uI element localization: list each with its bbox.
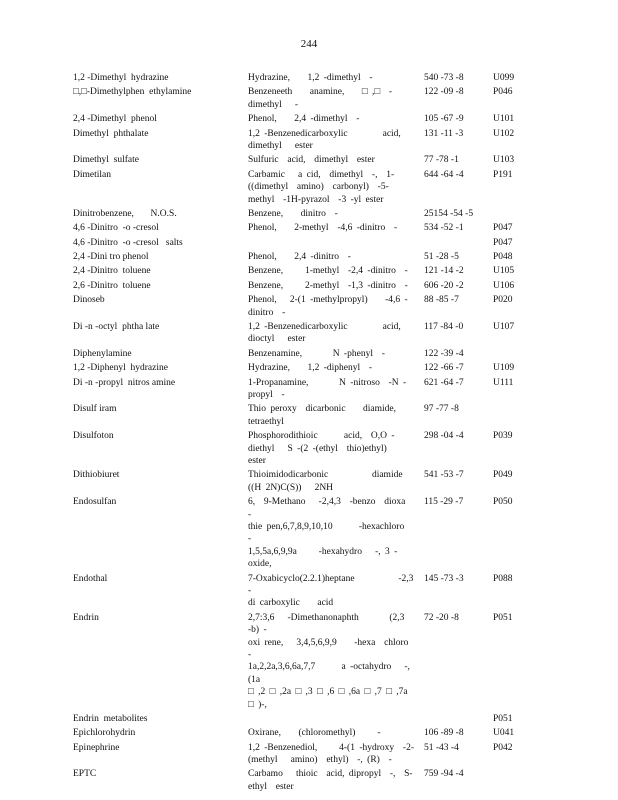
waste-code: P046 [493,87,513,98]
table-row [73,430,543,467]
chemical-synonym: Oxirane, (chloromethyl) - [248,728,381,739]
table-row [73,573,543,610]
chemical-name: Dithiobiuret [73,470,120,481]
chemical-synonym: Sulfuric acid, dimethyl ester [248,155,375,166]
chemical-synonym: 6, 9-Methano -2,4,3 -benzo dioxa - thie pen,6,7,8,9,10,10 -hexachloro - 1,5,5a,6,9,9a -hexahydro -, 3 -oxide, [248,497,406,570]
waste-code: P047 [493,237,513,248]
chemical-name: Dimetilan [73,169,111,180]
chemical-synonym [248,237,416,249]
cas-number: 88 -85 -7 [424,295,459,306]
chemical-name: □,□-Dimethylphen ethylamine [73,87,192,98]
cas-number: 77 -78 -1 [424,155,459,166]
waste-code: U099 [493,73,515,83]
cas-number: 72 -20 -8 [424,612,459,623]
cas-number: 51 -28 -5 [424,251,459,262]
cas-number: 541 -53 -7 [424,470,464,481]
waste-code: P051 [493,612,513,623]
table-row [73,768,543,793]
chemical-synonym: 7-Oxabicyclo(2.2.1)heptane -2,3 - di carboxylic acid [248,573,414,609]
chemical-name: Endosulfan [73,497,117,508]
chemical-name: Epinephrine [73,742,120,753]
chemical-name: 1,2 -Diphenyl hydrazine [73,363,168,374]
chemical-synonym: Phenol, 2-(1 -methylpropyl) -4,6 - dinitro - [248,295,408,318]
waste-code: P047 [493,223,513,234]
chemical-name: Epichlorohydrin [73,728,136,739]
chemical-synonym: Carbamic a cid, dimethyl -, 1- ((dimethyl amino) carbonyl) -5- methyl -1H-pyrazol -3 -yl ester [248,169,395,205]
chemical-synonym: Phenol, 2,4 -dimethyl - [248,114,360,125]
chemical-synonym: Hydrazine, 1,2 -diphenyl - [248,363,373,374]
waste-code: U102 [493,128,515,139]
chemical-name: Dimethyl sulfate [73,155,139,166]
table-row [73,612,543,711]
cas-number: 122 -39 -4 [424,348,464,359]
table-row [73,727,543,739]
chemical-synonym: 1-Propanamine, N -nitroso -N - propyl - [248,377,407,400]
waste-code: U111 [493,377,514,388]
table-row [73,742,543,767]
table-row [73,469,543,494]
waste-code: U106 [493,280,515,291]
chemical-synonym: 1,2 -Benzenedicarboxylic acid, dimethyl ester [248,128,401,152]
table-row [73,265,543,277]
chemical-synonym: Phosphorodithioic acid, O,O - diethyl S -(2 -(ethyl thio)ethyl) ester [248,431,395,466]
chemical-name: 2,4 -Dimethyl phenol [73,114,157,125]
table-row [73,251,543,263]
chemical-synonym: Benzene, 2-methyl -1,3 -dinitro - [248,280,408,291]
waste-code: P049 [493,470,513,481]
waste-code: P039 [493,431,513,442]
cas-number: 122 -09 -8 [424,87,464,98]
waste-code: U041 [493,728,515,739]
chemical-name: EPTC [73,769,97,780]
waste-code: P088 [493,573,513,584]
table-row [73,403,543,428]
cas-number: 25154 -54 -5 [424,209,474,220]
chemical-synonym: Benzene, 1-methyl -2,4 -dinitro - [248,266,408,277]
waste-code: U101 [493,114,515,125]
cas-number: 145 -73 -3 [424,573,464,584]
chemical-name: 1,2 -Dimethyl hydrazine [73,73,169,83]
chemical-name: Disulfoton [73,431,114,442]
table-row [73,169,543,206]
chemical-synonym: 1,2 -Benzenedicarboxylic acid, dioctyl ester [248,321,401,345]
chemical-name: Endrin metabolites [73,714,148,725]
waste-code: P042 [493,742,513,753]
chemical-synonym: Benzenamine, N -phenyl - [248,348,385,359]
chemical-synonym: Benzene, dinitro - [248,209,338,220]
cas-number: 117 -84 -0 [424,321,464,332]
chemical-name: Dinitrobenzene, N.O.S. [73,209,177,220]
cas-number: 97 -77 -8 [424,404,459,415]
table-row [73,113,543,125]
cas-number: 298 -04 -4 [424,431,464,442]
cas-number: 131 -11 -3 [424,128,464,139]
waste-code: P020 [493,295,513,306]
waste-code: U109 [493,363,515,374]
table-row [73,72,543,84]
table-row [73,86,543,111]
table-row [73,280,543,292]
waste-code: P051 [493,714,513,725]
cas-number: 105 -67 -9 [424,114,464,125]
chemical-name: Di -n -octyl phtha late [73,321,160,332]
cas-number: 759 -94 -4 [424,769,464,780]
table-row [73,496,543,570]
table-row [73,128,543,153]
chemical-name: Endrin [73,612,99,623]
chemical-synonym: Carbamo thioic acid, dipropyl -, S- ethyl ester [248,769,413,792]
chemical-name: 2,4 -Dinitro toluene [73,266,151,277]
cas-number: 106 -89 -8 [424,728,464,739]
table-row [73,154,543,166]
cas-number: 121 -14 -2 [424,266,464,277]
chemical-synonym: Thioimidodicarbonic diamide ((H 2N)C(S)) 2NH [248,470,403,493]
table-row [73,377,543,402]
chemical-name: 2,4 -Dini tro phenol [73,251,149,262]
chemical-name: Endothal [73,573,108,584]
chemical-synonym: 2,7:3,6 -Dimethanonaphth (2,3 -b) - oxi rene, 3,4,5,6,9,9 -hexa chloro - 1a,2,2a,3,6,6a,7,7 a -octahydro -, (1a □ ,2 □ ,2a □ ,3 □ ,6 □ ,6a □ ,7 □ ,7a □ )-, [248,612,410,710]
chemical-name: 4,6 -Dinitro -o -cresol salts [73,237,183,248]
waste-code: U107 [493,321,515,332]
table-row [73,208,543,220]
cas-number: 122 -66 -7 [424,363,464,374]
chemical-synonym: Thio peroxy dicarbonic diamide, tetraethyl [248,404,397,427]
table-row [73,348,543,360]
cas-number: 534 -52 -1 [424,223,464,234]
cas-number: 621 -64 -7 [424,377,464,388]
chemical-name: Di -n -propyl nitros amine [73,377,176,388]
cas-number: 115 -29 -7 [424,497,464,508]
table-row [73,294,543,319]
cas-number: 644 -64 -4 [424,169,464,180]
table-row [73,362,543,374]
chemical-synonym: Phenol, 2,4 -dinitro - [248,251,351,262]
waste-code: P191 [493,169,513,180]
cas-number: 606 -20 -2 [424,280,464,291]
chemical-table [73,72,543,793]
waste-code: P048 [493,251,513,262]
table-row [73,237,543,249]
table-row [73,713,543,725]
chemical-synonym [248,713,416,725]
chemical-name: Disulf iram [73,404,117,415]
chemical-name: Dinoseb [73,295,105,306]
table-row [73,321,543,346]
chemical-name: 2,6 -Dinitro toluene [73,280,151,291]
cas-number: 51 -43 -4 [424,742,459,753]
waste-code: U105 [493,266,515,277]
chemical-synonym: Phenol, 2-methyl -4,6 -dinitro - [248,223,398,234]
chemical-synonym: Hydrazine, 1,2 -dimethyl - [248,73,373,83]
chemical-name: Diphenylamine [73,348,132,359]
chemical-synonym: Benzeneeth anamine, □ ,□ - dimethyl - [248,87,393,110]
waste-code: P050 [493,497,513,508]
waste-code: U103 [493,155,515,166]
table-row [73,222,543,234]
chemical-name: Dimethyl phthalate [73,128,149,139]
chemical-name: 4,6 -Dinitro -o -cresol [73,223,159,234]
chemical-synonym: 1,2 -Benzenediol, 4-(1 -hydroxy -2- (methyl amino) ethyl) -, (R) - [248,742,415,765]
cas-number: 540 -73 -8 [424,73,464,83]
page-number: 244 [300,38,318,50]
